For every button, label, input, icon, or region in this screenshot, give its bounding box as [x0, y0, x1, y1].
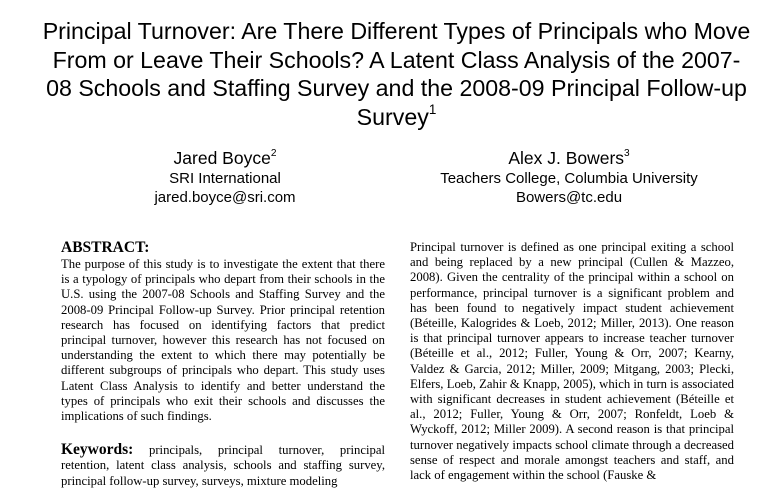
title-footnote-marker: 1	[428, 102, 437, 118]
author-name-text: Jared Boyce	[173, 148, 271, 168]
paper-title-text: Principal Turnover: Are There Different Types of Principals who Move From or Leave Their Schools? A Latent Class Analysis of the 2007-08 Schools and Staffing Survey and the 2008-09 Principal Follow-up Survey	[42, 18, 751, 130]
keywords-text: principals, principal turnover, principal retention, latent class analysis, schools and staffing survey, principal follow-up survey, surveys, mixture modeling	[61, 443, 385, 488]
author-email: Bowers@tc.edu	[515, 189, 623, 206]
author-name-text: Alex J. Bowers	[508, 148, 625, 168]
author-footnote-marker: 3	[624, 148, 630, 160]
author-footnote-marker: 2	[270, 148, 277, 160]
keywords-label: Keywords:	[61, 441, 134, 459]
body-paragraph: Principal turnover is defined as one principal exiting a school and being replaced by a new principal (Cullen & Mazzeo, 2008). Given the centrality of the principal within a school on performance, principal turnover is a significant problem and has been found to negatively impact student achievement (Béteille, Kalogrides & Loeb, 2012; Miller, 2013). One reason is that principal turnover appears to increase teacher turnover (Béteille et al., 2012; Fuller, Young & Orr, 2007; Kearny, Valdez & Garcia, 2012; Miller, 2009; Mitgang, 2003; Plecki, Elfers, Loeb, Zahir & Knapp, 2005), which in turn is associated with significant decreases in student achievement (Béteille et al., 2012; Fuller, Young & Orr, 2007; Ronfeldt, Loeb & Wyckoff, 2012; Miller 2009). A second reason is that principal turnover negatively impacts school climate through a decreased sense of respect and morale amongst teachers and staff, and lack of engagement within the school (Fauske &	[410, 240, 734, 483]
abstract-heading: ABSTRACT:	[61, 239, 150, 256]
abstract-text: The purpose of this study is to investigate the extent that there is a typology of principals who depart from their schools in the U.S. using the 2007-08 Schools and Staffing Survey and the 2008-09 Principal Follow-up Survey. Prior principal retention research has focused on identifying factors that predict principal turnover, however this research has not focused on understanding the extent to which there may potentially be different subgroups of principals who depart. This study uses Latent Class Analysis to identify and better understand the types of principals who exit their schools and discusses the implications of such findings.	[61, 257, 385, 424]
paper-title	[40, 17, 753, 131]
author-name	[410, 148, 728, 169]
author-affiliation: Teachers College, Columbia University	[440, 170, 698, 187]
author-email: jared.boyce@sri.com	[154, 189, 296, 206]
author-block-2	[410, 148, 728, 207]
author-affiliation: SRI International	[169, 170, 281, 187]
author-name	[100, 148, 350, 169]
right-column	[410, 240, 734, 483]
author-block-1	[100, 148, 350, 207]
left-column	[61, 239, 385, 489]
keywords-block	[61, 442, 385, 489]
